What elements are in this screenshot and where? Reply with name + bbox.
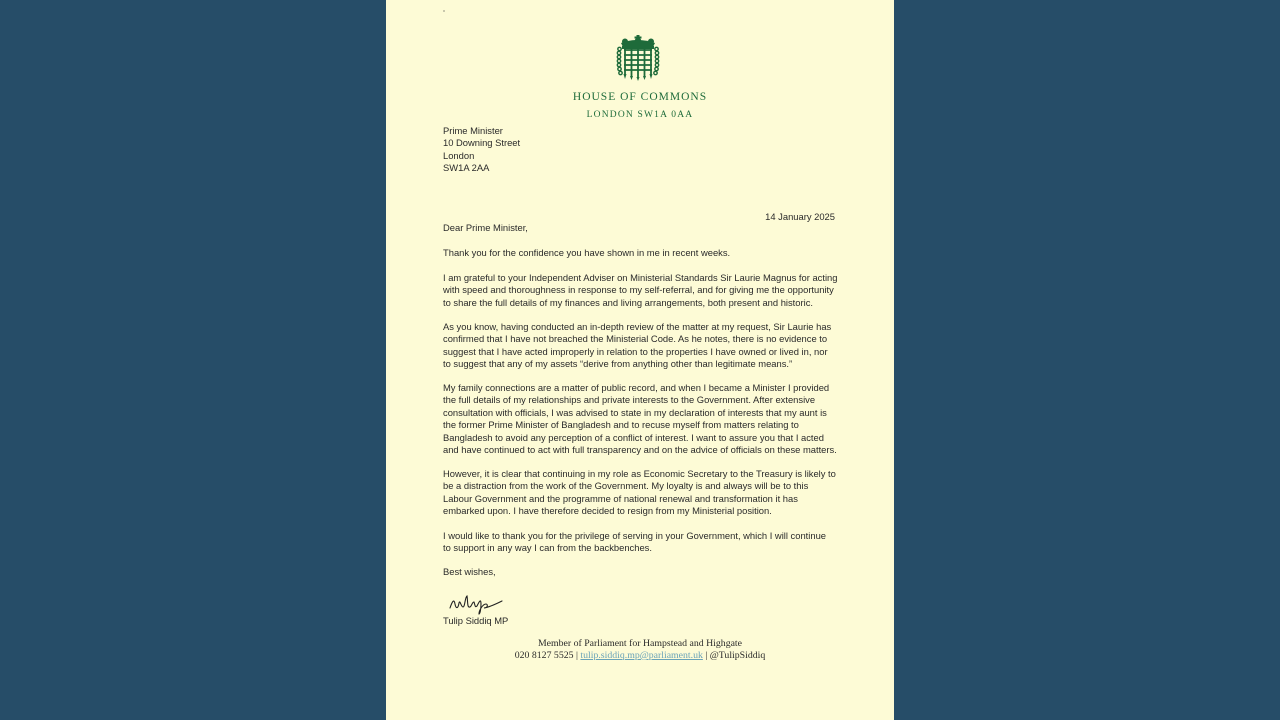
footer-separator: |	[573, 650, 581, 661]
paragraph-line: to share the full details of my finances and living arrangements, both present and historic.	[443, 296, 813, 308]
signer-name: Tulip Siddiq MP	[443, 615, 509, 626]
closing-text: Best wishes,	[443, 566, 496, 577]
recipient-address	[443, 125, 520, 175]
paragraph-line: be a distraction from the work of the Government. My loyalty is and always will be to this	[443, 480, 809, 492]
portcullis-crest-icon	[616, 35, 660, 81]
paragraph-line: the full details of my relationships and private interests to the Government. After extensive	[443, 394, 816, 406]
paragraph-line: consultation with officials, I was advised to state in my declaration of interests that my aunt is	[443, 406, 827, 418]
letterhead-address: LONDON SW1A 0AA	[586, 110, 694, 120]
recipient-line: 10 Downing Street	[443, 137, 521, 149]
recipient-line: SW1A 2AA	[443, 162, 490, 174]
paragraph-line: Bangladesh to avoid any perception of a conflict of interest. I want to assure you that I acted	[443, 431, 824, 443]
recipient-line: London	[443, 149, 475, 161]
paragraph-line: Thank you for the confidence you have shown in me in recent weeks.	[443, 247, 731, 258]
paragraph-line: confirmed that I have not breached the Ministerial Code. As he notes, there is no evidence to	[443, 333, 828, 345]
paragraph-line: the former Prime Minister of Bangladesh and to recuse myself from matters relating to	[443, 419, 799, 431]
paper-speck	[443, 10, 445, 12]
paragraph	[443, 321, 843, 371]
footer-contact	[0, 650, 1280, 661]
footer-twitter-handle: @TulipSiddiq	[709, 650, 766, 661]
handwritten-signature-icon	[448, 592, 504, 616]
paragraph-line: to support in any way I can from the backbenches.	[443, 542, 652, 554]
letterhead-title: HOUSE OF COMMONS	[572, 91, 708, 103]
paragraph	[443, 272, 843, 309]
salutation: Dear Prime Minister,	[443, 222, 528, 233]
paragraph-line: Labour Government and the programme of national renewal and transformation it has	[443, 492, 798, 504]
recipient-line: Prime Minister	[443, 125, 503, 136]
paragraph	[443, 468, 843, 518]
paragraph-line: to suggest that any of my assets “derive from anything other than legitimate means.”	[443, 358, 793, 370]
footer-phone: 020 8127 5525	[514, 650, 574, 661]
paragraph	[443, 530, 843, 555]
footer-constituency: Member of Parliament for Hampstead and Highgate	[537, 638, 743, 649]
paragraph-line: However, it is clear that continuing in my role as Economic Secretary to the Treasury is likely to	[443, 468, 836, 479]
paragraph-line: suggest that I have acted improperly in relation to the properties I have owned or lived in, nor	[443, 345, 828, 357]
paragraph-line: embarked upon. I have therefore decided to resign from my Ministerial position.	[443, 505, 772, 517]
footer-separator: |	[702, 650, 710, 661]
paragraph-line: My family connections are a matter of public record, and when I became a Minister I provided	[443, 382, 830, 393]
paragraph-line: and have continued to act with full transparency and on the advice of officials on these matters.	[443, 444, 837, 456]
footer-email-link[interactable]: tulip.siddiq.mp@parliament.uk	[580, 650, 703, 661]
paragraph-line: I am grateful to your Independent Adviser on Ministerial Standards Sir Laurie Magnus for acting	[443, 272, 838, 283]
letter-date: 14 January 2025	[765, 211, 835, 222]
paragraph	[443, 382, 843, 456]
paragraph-line: I would like to thank you for the privilege of serving in your Government, which I will continue	[443, 530, 827, 541]
paragraph-line: As you know, having conducted an in-depth review of the matter at my request, Sir Laurie has	[443, 321, 832, 332]
paragraph-line: with speed and thoroughness in response to my self-referral, and for giving me the opportunity	[443, 284, 834, 296]
paragraph	[443, 247, 843, 259]
closing	[443, 566, 843, 578]
